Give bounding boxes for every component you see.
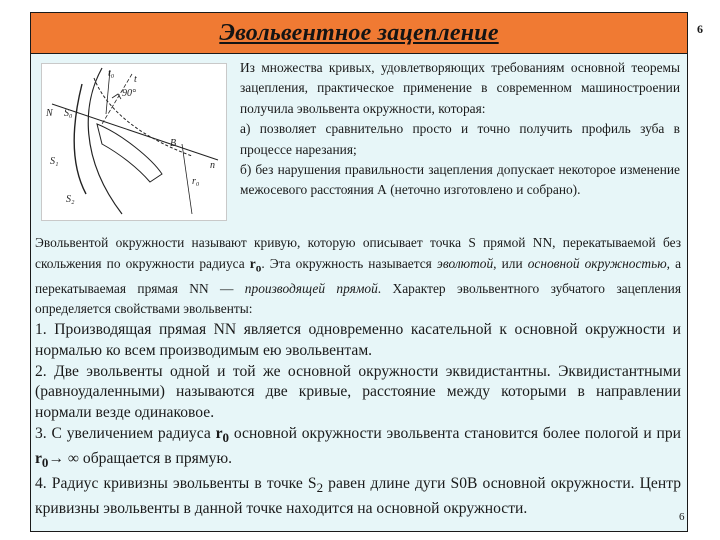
property-item-2: 2. Две эвольвенты одной и той же основной окружности эквидистантны. Эквидистантными (равноудаленными) называются две кривые, расстояние между которыми в направлении нормали везде одинаковое. bbox=[35, 362, 681, 422]
property-4-text-b: равен длине дуги S0B основной окружности. Центр кривизны эвольвенты в данной точке находится на основной окружности. bbox=[35, 474, 681, 517]
property-item-4 bbox=[35, 474, 681, 520]
definition-term-evolute: эволютой bbox=[436, 255, 494, 271]
property-3-r2: r bbox=[35, 449, 42, 467]
label-n: n bbox=[210, 160, 215, 171]
intro-item-a: а) позволяет сравнительно просто и точно получить профиль зуба в процессе нарезания; bbox=[240, 121, 680, 157]
label-S1: S₁ bbox=[50, 156, 59, 167]
definition-r0-sub: o bbox=[255, 262, 262, 275]
property-3-r2-sub: 0 bbox=[41, 455, 49, 471]
slide bbox=[30, 12, 688, 532]
label-t0: t₀ bbox=[108, 68, 115, 79]
definition-r0: r bbox=[249, 255, 256, 271]
involute-diagram bbox=[41, 63, 227, 221]
property-item-1: 1. Производящая прямая NN является одновременно касательной к основной окружности и нормалью ко всем производимым ею эвольвентам. bbox=[35, 321, 681, 359]
definition-text-4: , а перекатываемая прямая NN — bbox=[35, 255, 682, 296]
property-3-text-a: 3. С увеличением радиуса bbox=[35, 425, 216, 443]
label-S2: S₂ bbox=[66, 194, 75, 205]
definition-paragraph bbox=[35, 233, 681, 320]
label-B: B bbox=[170, 138, 177, 149]
property-4-sub: 2 bbox=[316, 479, 324, 495]
definition-term-base-circle: основной окружностью bbox=[527, 255, 667, 271]
radius-line bbox=[182, 144, 192, 214]
definition-text-2: . Эта окружность называется bbox=[261, 255, 437, 271]
definition-text-5: . Характер эвольвентного зубчатого зацепления определяется свойствами эвольвенты: bbox=[35, 280, 681, 317]
title-bar bbox=[31, 13, 687, 54]
intro-item-b: б) без нарушения правильности зацепления допускает некоторое изменение межосевого расстояния А (неточно изготовлено и собрано). bbox=[240, 162, 680, 198]
involute-diagram-svg bbox=[42, 64, 226, 220]
properties-list bbox=[35, 320, 681, 520]
producing-line bbox=[52, 104, 218, 160]
definition-text-3: , или bbox=[493, 255, 528, 271]
label-angle: 90° bbox=[122, 88, 136, 99]
slide-title: Эвольвентное зацепление bbox=[219, 19, 499, 46]
intro-text bbox=[240, 58, 680, 201]
property-item-3 bbox=[35, 424, 681, 474]
tangent-line-t bbox=[102, 74, 132, 124]
property-3-text-c: → ∞ обращается в прямую. bbox=[48, 449, 233, 467]
definition-text-1: Эвольвентой окружности называют кривую, которую описывает точка S прямой NN, перекатываемой без скольжения по окружности радиуса bbox=[35, 235, 681, 271]
property-3-r: r bbox=[215, 425, 223, 443]
property-3-r-sub: 0 bbox=[222, 430, 230, 446]
tooth-profile bbox=[97, 124, 162, 182]
inner-page-number: 6 bbox=[679, 511, 685, 523]
involute-curve-1 bbox=[74, 84, 86, 194]
page-number: 6 bbox=[697, 22, 703, 36]
definition-term-producing-line: производящей прямой bbox=[244, 280, 378, 296]
label-t: t bbox=[134, 74, 137, 85]
body-block bbox=[35, 233, 681, 520]
label-r0: r₀ bbox=[192, 176, 200, 187]
base-circle-arc bbox=[88, 68, 122, 214]
property-4-text-a: 4. Радиус кривизны эвольвенты в точке S bbox=[35, 474, 317, 492]
label-S0: S₀ bbox=[64, 108, 73, 119]
property-3-text-b: основной окружности эвольвента становится более пологой и при bbox=[229, 425, 681, 443]
intro-paragraph: Из множества кривых, удовлетворяющих требованиям основной теоремы зацепления, практическое применение в современном машиностроении получила эвольвента окружности, которая: bbox=[240, 60, 680, 116]
label-N: N bbox=[46, 108, 53, 119]
involute-curve-2 bbox=[94, 78, 192, 156]
